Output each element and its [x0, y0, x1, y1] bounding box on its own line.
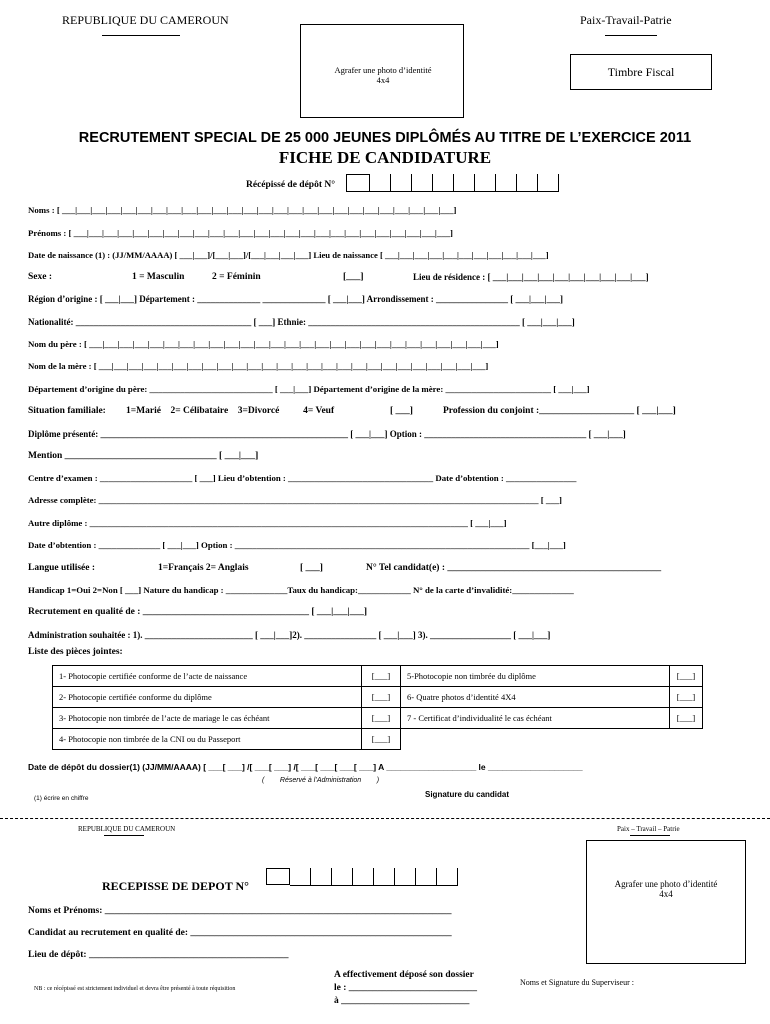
situation-box[interactable]: [ ___]: [390, 406, 413, 416]
footnote: (1) écrire en chiffre: [34, 795, 89, 802]
table-row: [53, 708, 703, 729]
mention-field[interactable]: Mention ________________________________ [ ___|___]: [28, 451, 259, 461]
document-checkbox[interactable]: [___]: [670, 708, 703, 729]
prenoms-field[interactable]: Prénoms : [ ___|___|___|___|___|___|___|___|___|___|___|___|___|___|___|___|___|___|___|___|___|___|___|___|___]: [28, 228, 453, 238]
recepisse-motto: Paix – Travail – Patrie: [617, 825, 680, 833]
header-rule-right: [605, 35, 657, 36]
situation-options: 1=Marié 2= Célibataire 3=Divorcé 4= Veuf: [126, 406, 335, 416]
header-rule-left: [102, 35, 180, 36]
mere-field[interactable]: Nom de la mère : [ ___|___|___|___|___|___|___|___|___|___|___|___|___|___|___|___|___|___|___|___|___|___|___|___|___|___]: [28, 361, 489, 371]
recepisse-le[interactable]: le : ___________________________: [334, 983, 478, 993]
sexe-box[interactable]: [___]: [343, 272, 364, 282]
recepisse-title: RECEPISSE DE DEPOT N°: [102, 879, 249, 893]
photo-box-label: Agrafer une photo d’identité 4x4: [334, 65, 432, 85]
naissance-field[interactable]: Date de naissance (1) : (JJ/MM/AAAA) [ ___|___]/[___|___]/[___|___|___|___] Lieu de naissance [ ___|___|___|___|___|___|___|___|___|___|___]: [28, 250, 549, 260]
document-label: 1- Photocopie certifiée conforme de l’acte de naissance: [53, 666, 362, 687]
conjoint-field[interactable]: Profession du conjoint :____________________ [ ___|___]: [443, 406, 676, 416]
dept-origine-field[interactable]: Département d’origine du père: ____________________________ [ ___|___] Département d’origine de la mère: ________________________ [ ___|___]: [28, 384, 590, 394]
photo-box: [300, 24, 464, 118]
sexe-option-f: 2 = Féminin: [212, 272, 261, 282]
recepisse-noms[interactable]: Noms et Prénoms: _________________________________________________________________________: [28, 906, 452, 916]
langue-box[interactable]: [ ___]: [300, 563, 323, 573]
autre-diplome-field[interactable]: Autre diplôme : ______________________________________________________________________________________ [ ___|___]: [28, 518, 507, 528]
document-checkbox[interactable]: [___]: [670, 687, 703, 708]
table-row: [53, 687, 703, 708]
adresse-field[interactable]: Adresse complète: ____________________________________________________________________________________________________ [ ___]: [28, 495, 562, 505]
recepisse-lieu[interactable]: Lieu de dépôt: __________________________________________: [28, 950, 289, 960]
recepisse-rule-right: [630, 835, 670, 836]
document-checkbox[interactable]: [___]: [362, 729, 401, 750]
document-label: 2- Photocopie certifiée conforme du diplôme: [53, 687, 362, 708]
situation-label: Situation familiale:: [28, 406, 106, 416]
timbre-label: Timbre Fiscal: [607, 64, 675, 79]
table-row: [53, 666, 703, 687]
depot-line[interactable]: Date de dépôt du dossier(1) (JJ/MM/AAAA) [ ___[ ___] /[ ___[ ___] /[ ___[ ___[ ___[ ___] A ___________________ le ____________________: [28, 762, 583, 772]
empty-cell: [670, 729, 703, 750]
centre-field[interactable]: Centre d’examen : _____________________ [ ___] Lieu d’obtention : _________________________________ Date d’obtention : ________________: [28, 473, 577, 483]
qualite-field[interactable]: Recrutement en qualité de : ___________________________________ [ ___|___|___]: [28, 607, 368, 617]
recepisse-label: Récépissé de dépôt N°: [246, 180, 336, 190]
timbre-box: [570, 54, 712, 90]
sexe-label: Sexe :: [28, 272, 53, 282]
recepisse-effectivement: A effectivement déposé son dossier: [334, 970, 474, 980]
recepisse-number-boxes[interactable]: [346, 174, 559, 192]
document-checkbox[interactable]: [___]: [362, 687, 401, 708]
recepisse-depot-boxes[interactable]: [266, 868, 458, 886]
administration-field[interactable]: Administration souhaitée : 1). ________________________ [ ___|___]2). ________________ [ ___|___] 3). __________________ [ ___|___]: [28, 630, 551, 640]
document-checkbox[interactable]: [___]: [362, 666, 401, 687]
recepisse-photo-box: [586, 840, 746, 964]
diplome-field[interactable]: Diplôme présenté: _______________________________________________________ [ ___|___] Option : ____________________________________ [ ___|___]: [28, 429, 626, 439]
recepisse-candidat[interactable]: Candidat au recrutement en qualité de: _______________________________________________________: [28, 928, 452, 938]
document-label: 6- Quatre photos d’identité 4X4: [401, 687, 670, 708]
document-label: 4- Photocopie non timbrée de la CNI ou du Passeport: [53, 729, 362, 750]
cut-line: [0, 818, 770, 819]
date-obtention-field[interactable]: Date d’obtention : ______________ [ ___|___] Option : ___________________________________________________________________ [___|___]: [28, 540, 566, 550]
recepisse-nb: NB : ce récépissé est strictement individuel et devra être présenté à toute réquisition: [34, 986, 236, 992]
langue-options: 1=Français 2= Anglais: [158, 563, 249, 573]
empty-cell: [401, 729, 670, 750]
documents-table: [52, 665, 703, 750]
recepisse-rule-left: [104, 835, 144, 836]
page-subtitle: FICHE DE CANDIDATURE: [278, 148, 492, 167]
langue-label: Langue utilisée :: [28, 563, 96, 573]
signature-candidat: Signature du candidat: [425, 790, 510, 799]
pere-field[interactable]: Nom du père : [ ___|___|___|___|___|___|___|___|___|___|___|___|___|___|___|___|___|___|___|___|___|___|___|___|___|___|___]: [28, 339, 499, 349]
reserve-admin: ( Réservé à l’Administration ): [262, 777, 380, 784]
nationalite-field[interactable]: Nationalité: _______________________________________ [ ___] Ethnie: _______________________________________________ [ ___|___|___]: [28, 317, 575, 327]
motto-header: Paix-Travail-Patrie: [580, 13, 672, 27]
republic-header: REPUBLIQUE DU CAMEROUN: [62, 13, 229, 27]
document-checkbox[interactable]: [___]: [670, 666, 703, 687]
residence-field[interactable]: Lieu de résidence : [ ___|___|___|___|___|___|___|___|___|___]: [413, 272, 649, 282]
tel-field[interactable]: N° Tel candidat(e) : _____________________________________________: [366, 563, 662, 573]
document-label: 5-Photocopie non timbrée du diplôme: [401, 666, 670, 687]
region-field[interactable]: Région d’origine : [ ___|___] Département : ______________ ______________ [ ___|___] Arrondissement : ________________ [ ___|___|___]: [28, 294, 563, 304]
page-title: RECRUTEMENT SPECIAL DE 25 000 JEUNES DIPLÔMÉS AU TITRE DE L’EXERCICE 2011: [78, 130, 692, 146]
recepisse-photo-label: Agrafer une photo d’identité 4x4: [614, 879, 718, 899]
document-label: 3- Photocopie non timbrée de l’acte de mariage le cas échéant: [53, 708, 362, 729]
document-label: 7 - Certificat d’individualité le cas échéant: [401, 708, 670, 729]
document-checkbox[interactable]: [___]: [362, 708, 401, 729]
recepisse-superviseur: Noms et Signature du Superviseur :: [520, 978, 634, 987]
liste-label: Liste des pièces jointes:: [28, 647, 123, 657]
handicap-field[interactable]: Handicap 1=Oui 2=Non [ ___] Nature du handicap : ______________Taux du handicap:____________ N° de la carte d’invalidité:______________: [28, 585, 574, 595]
table-row: [53, 729, 703, 750]
recepisse-a[interactable]: à ___________________________: [334, 996, 470, 1006]
noms-field[interactable]: Noms : [ ___|___|___|___|___|___|___|___|___|___|___|___|___|___|___|___|___|___|___|___|___|___|___|___|___|___]: [28, 205, 457, 215]
recepisse-republic: REPUBLIQUE DU CAMEROUN: [78, 825, 176, 833]
sexe-option-m: 1 = Masculin: [132, 272, 185, 282]
